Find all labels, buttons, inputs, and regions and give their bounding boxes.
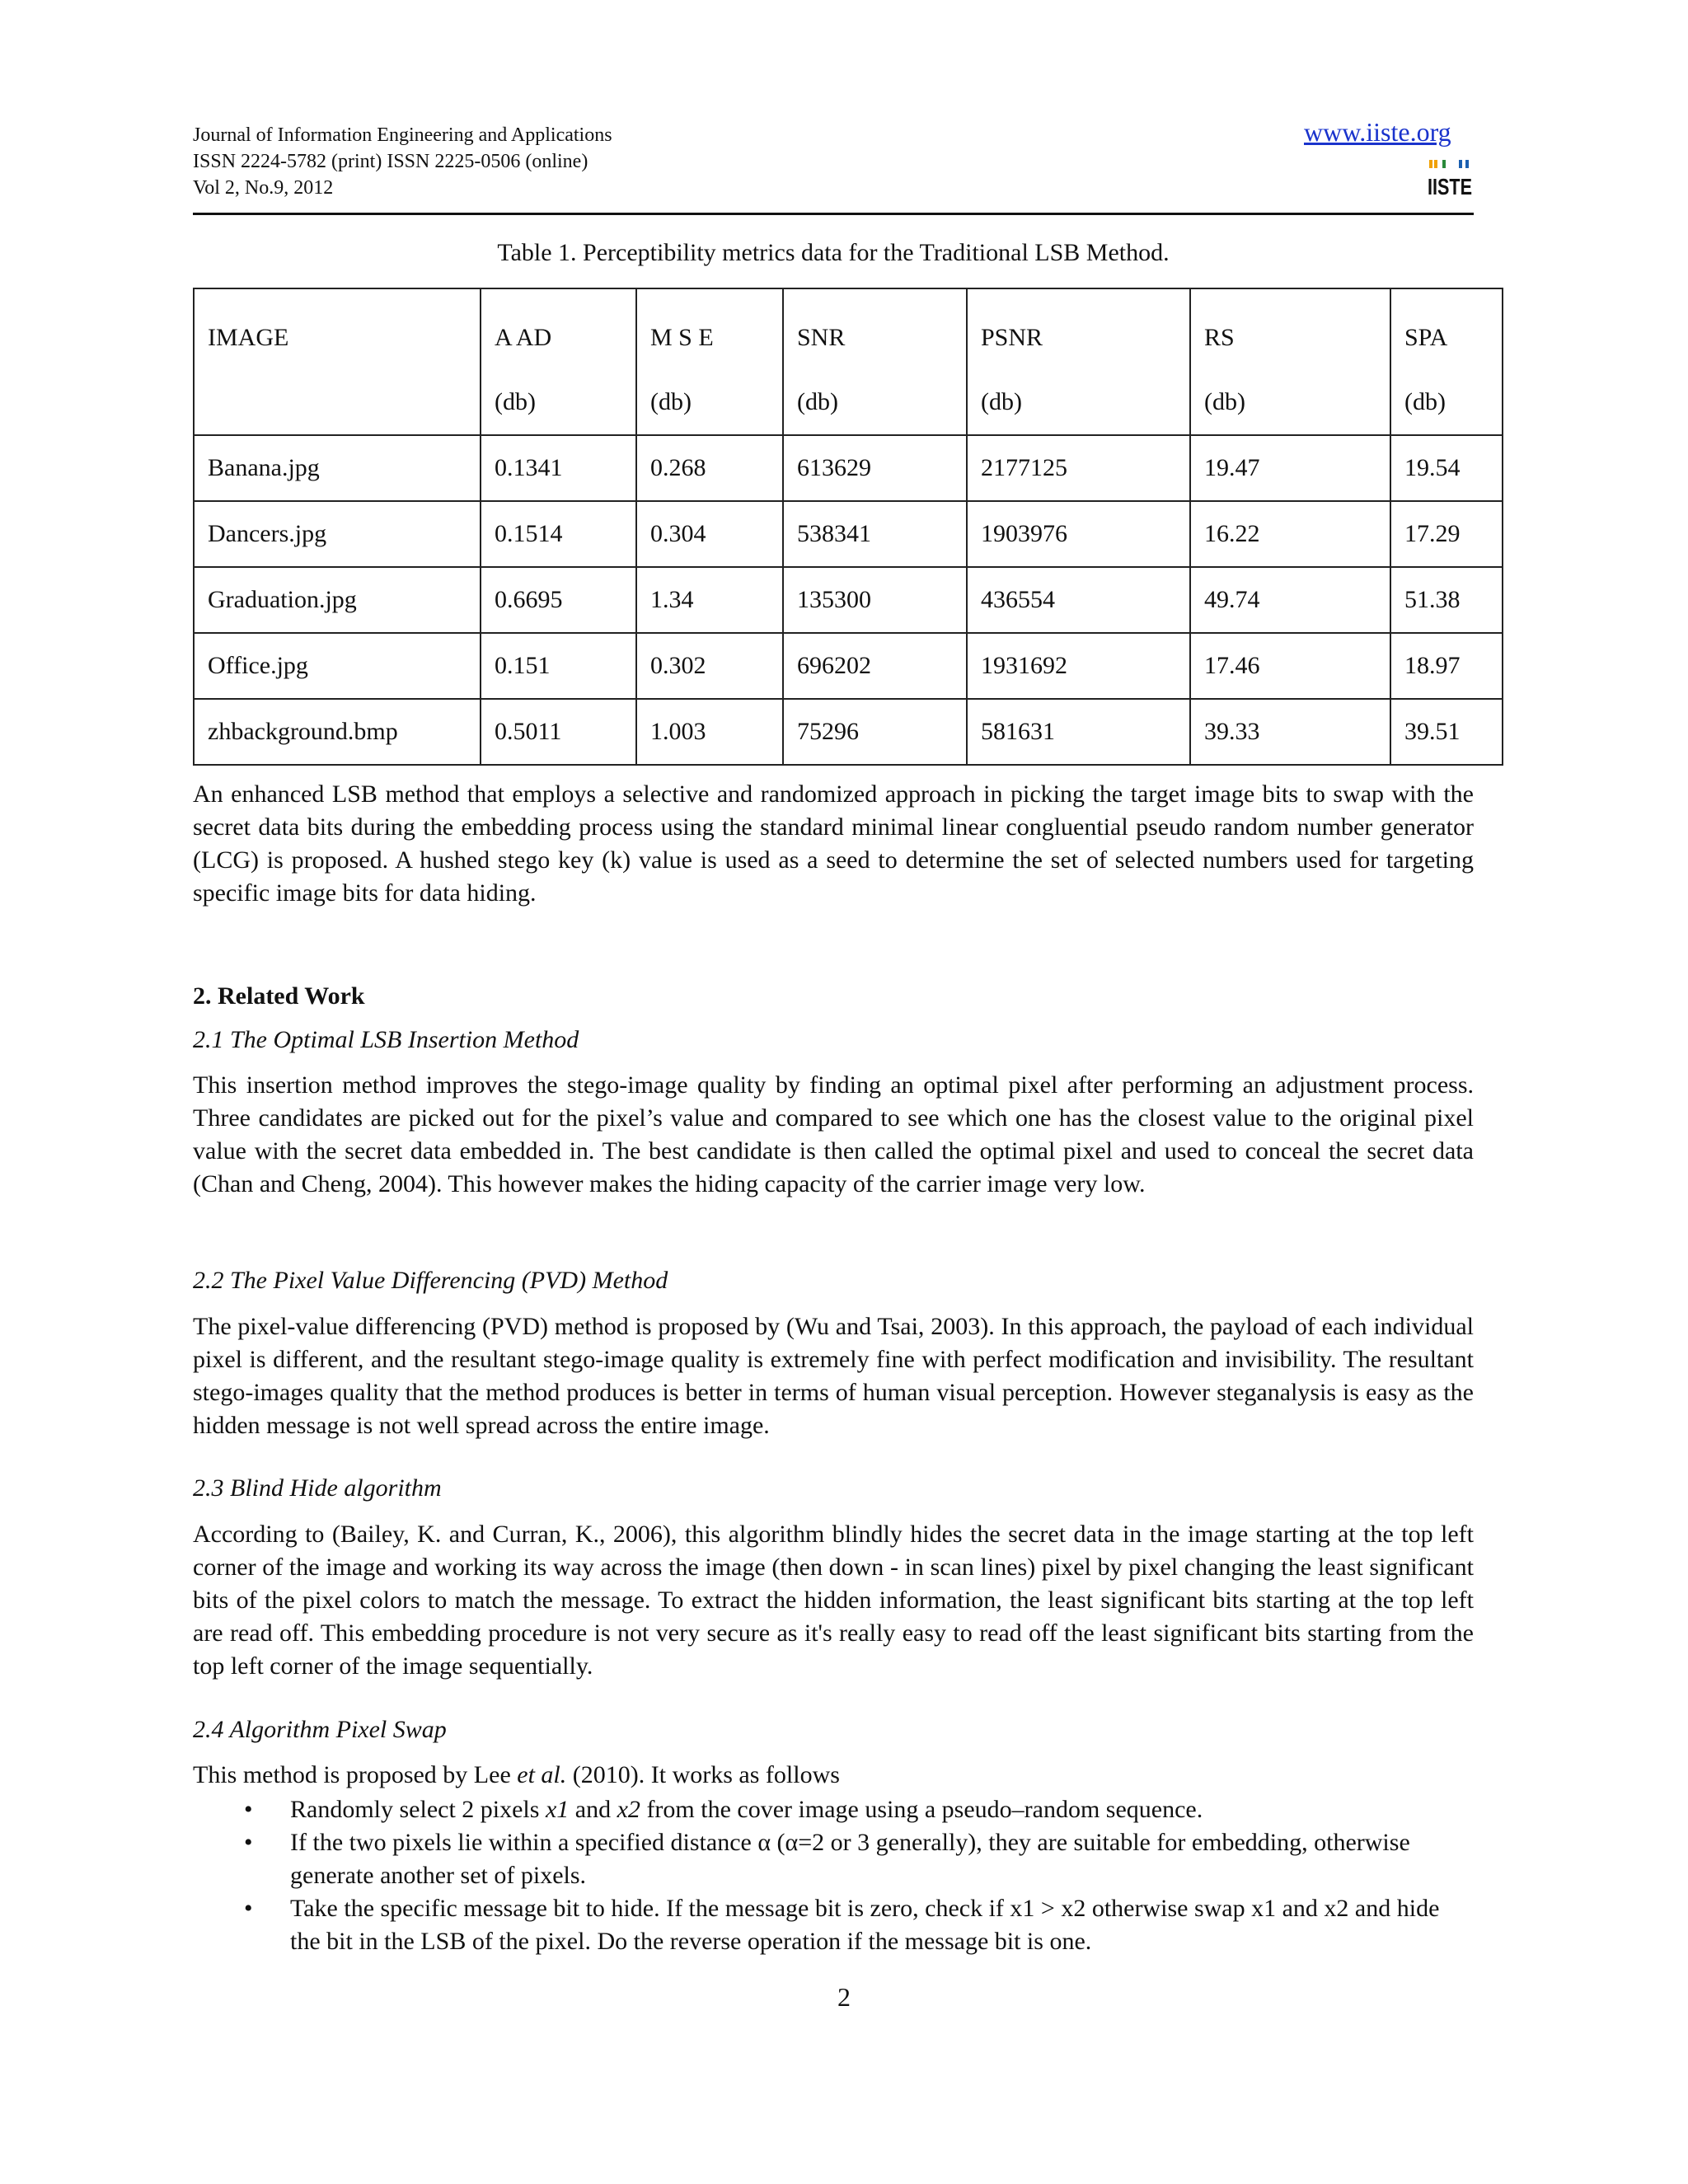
paragraph-2-3: According to (Bailey, K. and Curran, K., 2006), this algorithm blindly hides the secret data in the image starting at the top left corner of the image and working its way across the image (then down - in scan lines) pixel by pixel changing the least significant bits of the pixel colors to match the message. To extract the hidden information, the least significant bits starting at the top left are read off. This embedding procedure is not very secure as it's really easy to read off the least significant bits starting from the top left corner of the image sequentially. — [193, 1521, 1474, 1680]
logo-bar-blue-1 — [1459, 160, 1462, 168]
table-cell: 0.304 — [636, 501, 783, 567]
table-cell: 1903976 — [967, 501, 1190, 567]
table-cell: 135300 — [783, 567, 967, 633]
table-cell: 39.51 — [1390, 699, 1503, 765]
table-cell: 0.1514 — [481, 501, 636, 567]
table-cell: 696202 — [783, 633, 967, 699]
header-psnr: PSNR (db) — [967, 288, 1190, 435]
subsection-heading-2-3: 2.3 Blind Hide algorithm — [193, 1474, 442, 1502]
header-mse: M S E (db) — [636, 288, 783, 435]
table-cell: Graduation.jpg — [194, 567, 481, 633]
table-cell: 18.97 — [1390, 633, 1503, 699]
table-cell: 17.29 — [1390, 501, 1503, 567]
paragraph-2-4-intro: This method is proposed by Lee et al. (2010). It works as follows — [193, 1761, 840, 1788]
journal-name: Journal of Information Engineering and Applications — [193, 124, 612, 146]
intro-paragraph: An enhanced LSB method that employs a selective and randomized approach in picking the target image bits to swap with the secret data bits during the embedding process using the standard minimal linear congluential pseudo random number generator (LCG) is proposed. A hushed stego key (k) value is used as a seed to determine the set of selected numbers used for targeting specific image bits for data hiding. — [193, 780, 1474, 907]
table-cell: 16.22 — [1190, 501, 1390, 567]
subsection-heading-2-2: 2.2 The Pixel Value Differencing (PVD) Method — [193, 1267, 668, 1294]
table-cell: 0.151 — [481, 633, 636, 699]
table-cell: Banana.jpg — [194, 435, 481, 501]
table-cell: 39.33 — [1190, 699, 1390, 765]
table-row — [194, 699, 1503, 765]
logo-text: IISTE — [1428, 174, 1472, 199]
logo-bar-green — [1442, 160, 1446, 168]
table-cell: 19.47 — [1190, 435, 1390, 501]
list-item: • If the two pixels lie within a specified distance α (α=2 or 3 generally), they are suitable for embedding, otherwise generate another set of pixels. — [193, 1826, 1474, 1892]
paragraph-2-1: This insertion method improves the stego-image quality by finding an optimal pixel after performing an adjustment process. Three candidates are picked out for the pixel’s value and compared to see which one has the closest value to the original pixel value with the secret data embedded in. The best candidate is then called the optimal pixel and used to conceal the secret data (Chan and Cheng, 2004). This however makes the hiding capacity of the carrier image very low. — [193, 1071, 1474, 1197]
paragraph-2-2: The pixel-value differencing (PVD) method is proposed by (Wu and Tsai, 2003). In this approach, the payload of each individual pixel is different, and the resultant stego-image quality is extremely fine with perfect modification and invisibility. The resultant stego-images quality that the method produces is better in terms of human visual perception. However steganalysis is easy as the hidden message is not well spread across the entire image. — [193, 1313, 1474, 1439]
table-cell: 0.1341 — [481, 435, 636, 501]
table-cell: Dancers.jpg — [194, 501, 481, 567]
table-cell: zhbackground.bmp — [194, 699, 481, 765]
logo-bar-orange-1 — [1429, 160, 1432, 168]
table-cell: 51.38 — [1390, 567, 1503, 633]
header-rs: RS (db) — [1190, 288, 1390, 435]
list-item: • Randomly select 2 pixels x1 and x2 from the cover image using a pseudo–random sequence. — [193, 1793, 1474, 1826]
header-aad: A AD (db) — [481, 288, 636, 435]
header-spa: SPA (db) — [1390, 288, 1503, 435]
header-snr: SNR (db) — [783, 288, 967, 435]
logo-bar-orange-2 — [1434, 160, 1437, 168]
table-row — [194, 567, 1503, 633]
header-image: IMAGE — [194, 288, 481, 435]
table-cell: 0.268 — [636, 435, 783, 501]
iiste-logo — [1426, 158, 1474, 201]
subsection-heading-2-1: 2.1 The Optimal LSB Insertion Method — [193, 1026, 579, 1053]
table-cell: 19.54 — [1390, 435, 1503, 501]
journal-volume: Vol 2, No.9, 2012 — [193, 177, 334, 199]
page-number: 2 — [837, 1982, 851, 2012]
table-row — [194, 501, 1503, 567]
table-cell: 17.46 — [1190, 633, 1390, 699]
bullet-list — [193, 1793, 1474, 1958]
table-row — [194, 633, 1503, 699]
table-cell: 581631 — [967, 699, 1190, 765]
table-cell: Office.jpg — [194, 633, 481, 699]
website-link[interactable]: www.iiste.org — [1304, 117, 1451, 147]
subsection-heading-2-4: 2.4 Algorithm Pixel Swap — [193, 1716, 447, 1743]
section-heading: 2. Related Work — [193, 982, 365, 1010]
table-cell: 0.302 — [636, 633, 783, 699]
table-cell: 2177125 — [967, 435, 1190, 501]
table-cell: 1931692 — [967, 633, 1190, 699]
table-cell: 75296 — [783, 699, 967, 765]
table-cell: 49.74 — [1190, 567, 1390, 633]
perceptibility-table — [193, 288, 1503, 766]
logo-bar-blue-2 — [1465, 160, 1469, 168]
table-cell: 1.34 — [636, 567, 783, 633]
table-header-row — [194, 288, 1503, 435]
table-caption: Table 1. Perceptibility metrics data for the Traditional LSB Method. — [497, 239, 1170, 266]
table-cell: 0.5011 — [481, 699, 636, 765]
list-item: • Take the specific message bit to hide. If the message bit is zero, check if x1 > x2 otherwise swap x1 and x2 and hide the bit in the LSB of the pixel. Do the reverse operation if the message bit is one. — [193, 1892, 1474, 1958]
table-cell: 538341 — [783, 501, 967, 567]
journal-issn: ISSN 2224-5782 (print) ISSN 2225-0506 (online) — [193, 151, 588, 172]
table-row — [194, 435, 1503, 501]
journal-header — [193, 122, 612, 201]
table-cell: 1.003 — [636, 699, 783, 765]
table-cell: 0.6695 — [481, 567, 636, 633]
table-cell: 613629 — [783, 435, 967, 501]
table-cell: 436554 — [967, 567, 1190, 633]
header-rule — [193, 213, 1474, 215]
